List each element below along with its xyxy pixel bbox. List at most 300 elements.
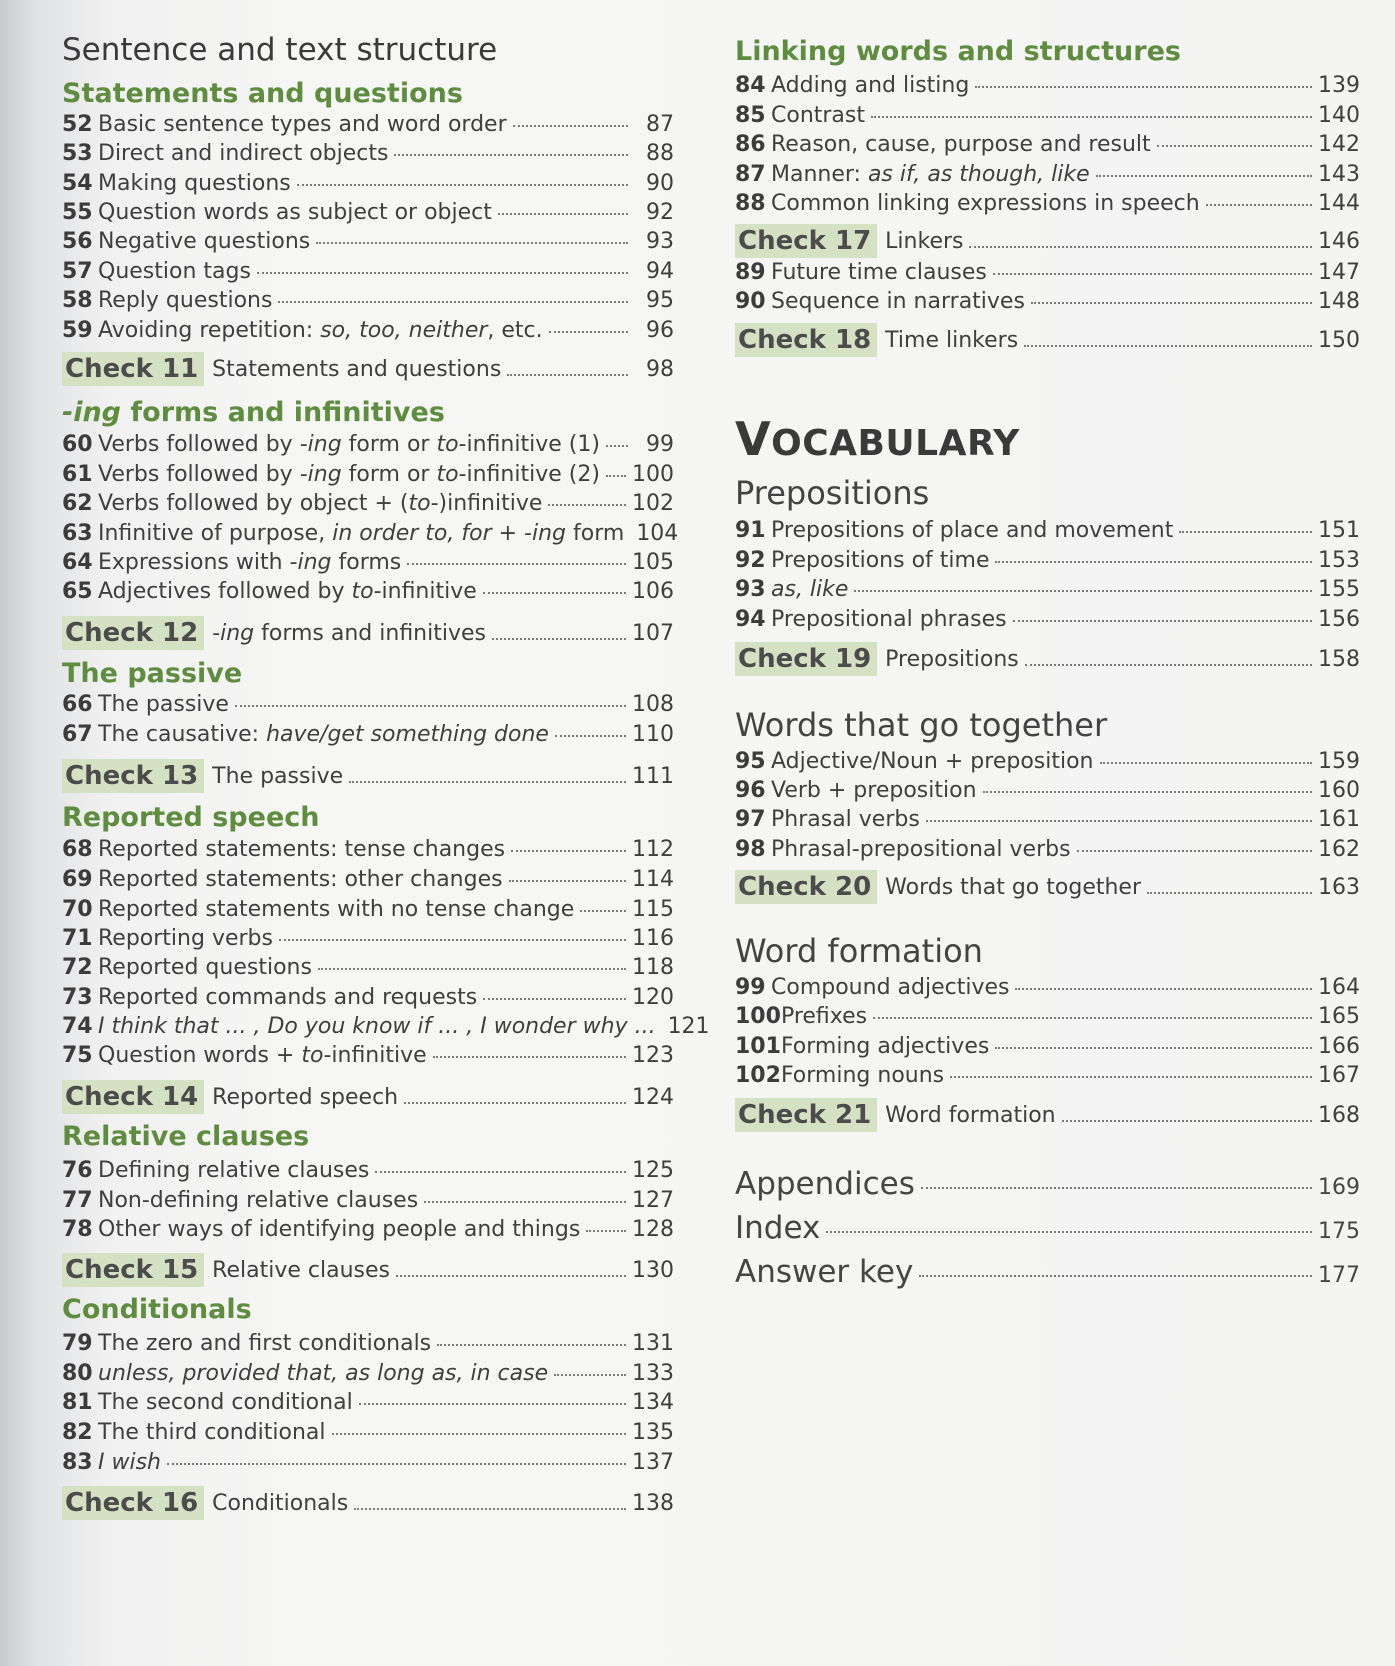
appendix-title: Appendices bbox=[735, 1166, 915, 1202]
unit-title: Common linking expressions in speech bbox=[771, 191, 1200, 216]
unit-title: Forming adjectives bbox=[780, 1034, 990, 1059]
toc-check-entry[interactable] bbox=[62, 350, 674, 388]
page-number: 108 bbox=[632, 692, 674, 717]
dot-leader bbox=[950, 1076, 1312, 1078]
dot-leader bbox=[492, 638, 626, 640]
unit-title: Forming nouns bbox=[780, 1063, 945, 1088]
toc-entry[interactable] bbox=[62, 1014, 710, 1044]
section-heading: -ing forms and infinitives bbox=[62, 397, 445, 428]
unit-number: 92 bbox=[735, 548, 766, 573]
unit-title: Infinitive of purpose, in order to, for + -ing form bbox=[98, 521, 625, 546]
dot-leader bbox=[554, 1374, 626, 1376]
page-number: 156 bbox=[1318, 607, 1360, 632]
dot-leader bbox=[507, 374, 628, 376]
page-number: 100 bbox=[632, 462, 674, 487]
unit-number: 99 bbox=[735, 975, 766, 1000]
page-number: 167 bbox=[1318, 1063, 1360, 1088]
toc-entry[interactable] bbox=[735, 1034, 1360, 1064]
check-badge: Check 16 bbox=[62, 1486, 204, 1520]
page-number: 123 bbox=[632, 1043, 674, 1068]
dot-leader bbox=[332, 1433, 626, 1435]
dot-leader bbox=[871, 116, 1312, 118]
section-heading: Relative clauses bbox=[62, 1121, 310, 1152]
toc-entry[interactable] bbox=[62, 1217, 674, 1247]
dot-leader bbox=[1096, 175, 1312, 177]
unit-number: 69 bbox=[62, 867, 93, 892]
toc-entry[interactable] bbox=[62, 897, 674, 927]
toc-entry[interactable] bbox=[62, 926, 674, 956]
unit-title: unless, provided that, as long as, in case bbox=[98, 1361, 549, 1386]
unit-number: 80 bbox=[62, 1361, 93, 1386]
toc-entry[interactable] bbox=[735, 1004, 1360, 1034]
dot-leader bbox=[279, 939, 626, 941]
dot-leader bbox=[854, 590, 1312, 592]
toc-entry[interactable] bbox=[735, 260, 1360, 290]
toc-entry[interactable] bbox=[62, 550, 674, 580]
unit-number: 63 bbox=[62, 521, 93, 546]
unit-number: 77 bbox=[62, 1188, 93, 1213]
toc-entry[interactable] bbox=[62, 141, 674, 171]
unit-title: Prepositions of time bbox=[771, 548, 990, 573]
page-number: 137 bbox=[632, 1450, 674, 1475]
unit-title: Question tags bbox=[98, 259, 251, 284]
page-number: 106 bbox=[632, 579, 674, 604]
check-badge: Check 11 bbox=[62, 352, 204, 386]
dot-leader bbox=[1015, 988, 1312, 990]
dot-leader bbox=[167, 1463, 626, 1465]
check-title: Reported speech bbox=[212, 1084, 399, 1110]
toc-check-entry[interactable] bbox=[62, 1484, 674, 1522]
page-number: 116 bbox=[632, 926, 674, 951]
dot-leader bbox=[993, 273, 1312, 275]
unit-title: The zero and first conditionals bbox=[98, 1331, 432, 1356]
toc-check-entry[interactable] bbox=[735, 868, 1360, 906]
section-heading: Word formation bbox=[735, 932, 983, 970]
toc-entry[interactable] bbox=[62, 1331, 674, 1361]
unit-title: The third conditional bbox=[98, 1420, 326, 1445]
dot-leader bbox=[375, 1171, 626, 1173]
unit-number: 96 bbox=[735, 778, 766, 803]
toc-check-entry[interactable] bbox=[62, 1251, 674, 1289]
check-title: The passive bbox=[212, 763, 344, 789]
toc-entry[interactable] bbox=[62, 259, 674, 289]
dot-leader bbox=[606, 475, 626, 477]
unit-title: Contrast bbox=[771, 103, 866, 128]
dot-leader bbox=[437, 1344, 626, 1346]
unit-title: Defining relative clauses bbox=[98, 1158, 370, 1183]
unit-title: Verbs followed by object + (to-)infinitive bbox=[98, 491, 543, 516]
unit-title: Phrasal verbs bbox=[771, 807, 920, 832]
unit-title: Avoiding repetition: so, too, neither, etc. bbox=[98, 318, 543, 343]
page-number: 102 bbox=[632, 491, 674, 516]
toc-entry[interactable] bbox=[62, 1158, 674, 1188]
unit-title: Reported statements: tense changes bbox=[98, 837, 506, 862]
toc-appendix-entry[interactable] bbox=[735, 1166, 1360, 1206]
toc-entry[interactable] bbox=[62, 171, 674, 201]
dot-leader bbox=[873, 1017, 1312, 1019]
toc-entry[interactable] bbox=[62, 955, 674, 985]
unit-title: Reply questions bbox=[98, 288, 273, 313]
toc-entry[interactable] bbox=[62, 692, 674, 722]
toc-entry[interactable] bbox=[62, 200, 674, 230]
toc-entry[interactable] bbox=[62, 229, 674, 259]
toc-entry[interactable] bbox=[735, 975, 1360, 1005]
unit-title: Reason, cause, purpose and result bbox=[771, 132, 1151, 157]
toc-entry[interactable] bbox=[735, 1063, 1360, 1093]
unit-number: 61 bbox=[62, 462, 93, 487]
unit-number: 72 bbox=[62, 955, 93, 980]
unit-title: Basic sentence types and word order bbox=[98, 112, 507, 137]
unit-title: Negative questions bbox=[98, 229, 311, 254]
toc-entry[interactable] bbox=[735, 289, 1360, 319]
dot-leader bbox=[316, 242, 628, 244]
section-heading: The passive bbox=[62, 658, 243, 689]
vocabulary-part-title bbox=[735, 412, 1020, 466]
dot-leader bbox=[1013, 620, 1312, 622]
unit-title: Verb + preposition bbox=[771, 778, 977, 803]
unit-number: 60 bbox=[62, 432, 93, 457]
unit-title: Manner: as if, as though, like bbox=[771, 162, 1090, 187]
section-heading: Reported speech bbox=[62, 802, 320, 833]
toc-entry[interactable] bbox=[62, 112, 674, 142]
unit-title: Reported commands and requests bbox=[98, 985, 478, 1010]
dot-leader bbox=[1024, 345, 1312, 347]
unit-title: Sequence in narratives bbox=[771, 289, 1025, 314]
vocabulary-title-initial: V bbox=[735, 412, 772, 466]
section-heading: Statements and questions bbox=[62, 78, 463, 109]
page-number: 90 bbox=[646, 171, 674, 196]
page-number: 96 bbox=[646, 318, 674, 343]
unit-number: 88 bbox=[735, 191, 766, 216]
dot-leader bbox=[580, 910, 626, 912]
unit-title: Adjectives followed by to-infinitive bbox=[98, 579, 477, 604]
appendix-title: Index bbox=[735, 1210, 821, 1246]
appendix-title: Answer key bbox=[735, 1254, 914, 1290]
unit-number: 52 bbox=[62, 112, 93, 137]
check-title: Word formation bbox=[885, 1102, 1056, 1128]
page-number: 112 bbox=[632, 837, 674, 862]
dot-leader bbox=[513, 125, 628, 127]
unit-title: Question words + to-infinitive bbox=[98, 1043, 427, 1068]
page-number: 107 bbox=[632, 620, 674, 646]
unit-number: 100 bbox=[735, 1004, 781, 1029]
page-number: 177 bbox=[1318, 1263, 1360, 1288]
toc-entry[interactable] bbox=[62, 462, 674, 492]
unit-number: 76 bbox=[62, 1158, 93, 1183]
toc-entry[interactable] bbox=[62, 1361, 674, 1391]
unit-number: 81 bbox=[62, 1390, 93, 1415]
dot-leader bbox=[1206, 204, 1312, 206]
unit-number: 71 bbox=[62, 926, 93, 951]
unit-number: 94 bbox=[735, 607, 766, 632]
dot-leader bbox=[396, 1275, 626, 1277]
dot-leader bbox=[483, 998, 626, 1000]
page-number: 104 bbox=[636, 521, 679, 546]
dot-leader bbox=[407, 563, 626, 565]
unit-title: Compound adjectives bbox=[771, 975, 1010, 1000]
page-number: 134 bbox=[632, 1390, 674, 1415]
toc-entry[interactable] bbox=[62, 521, 679, 551]
page-number: 169 bbox=[1318, 1175, 1360, 1200]
dot-leader bbox=[1179, 531, 1312, 533]
dot-leader bbox=[548, 504, 626, 506]
unit-title: Verbs followed by -ing form or to-infinitive (2) bbox=[98, 462, 600, 487]
check-title: Prepositions bbox=[885, 646, 1019, 672]
page-number: 139 bbox=[1318, 73, 1360, 98]
dot-leader bbox=[995, 1047, 1312, 1049]
toc-entry[interactable] bbox=[62, 579, 674, 609]
toc-entry[interactable] bbox=[62, 1188, 674, 1218]
check-badge: Check 13 bbox=[62, 759, 204, 793]
page-number: 140 bbox=[1318, 103, 1360, 128]
toc-entry[interactable] bbox=[735, 518, 1360, 548]
unit-number: 55 bbox=[62, 200, 93, 225]
page-number: 142 bbox=[1318, 132, 1360, 157]
unit-number: 62 bbox=[62, 491, 93, 516]
check-badge: Check 12 bbox=[62, 616, 204, 650]
toc-entry[interactable] bbox=[735, 607, 1360, 637]
toc-check-entry[interactable] bbox=[735, 321, 1360, 359]
unit-number: 102 bbox=[735, 1063, 781, 1088]
unit-number: 57 bbox=[62, 259, 93, 284]
check-badge: Check 15 bbox=[62, 1253, 204, 1287]
unit-number: 101 bbox=[735, 1034, 781, 1059]
toc-entry[interactable] bbox=[62, 1420, 674, 1450]
toc-check-entry[interactable] bbox=[62, 1078, 674, 1116]
dot-leader bbox=[1157, 145, 1312, 147]
unit-number: 82 bbox=[62, 1420, 93, 1445]
toc-check-entry[interactable] bbox=[735, 1096, 1360, 1134]
check-badge: Check 21 bbox=[735, 1098, 877, 1132]
check-badge: Check 20 bbox=[735, 870, 877, 904]
page-number: 146 bbox=[1318, 228, 1360, 254]
unit-number: 54 bbox=[62, 171, 93, 196]
dot-leader bbox=[983, 791, 1312, 793]
toc-entry[interactable] bbox=[62, 867, 674, 897]
unit-title: Making questions bbox=[98, 171, 291, 196]
unit-title: Verbs followed by -ing form or to-infinitive (1) bbox=[98, 432, 600, 457]
page-number: 127 bbox=[632, 1188, 674, 1213]
unit-title: Prepositional phrases bbox=[771, 607, 1007, 632]
dot-leader bbox=[433, 1056, 626, 1058]
toc-entry[interactable] bbox=[62, 1043, 674, 1073]
dot-leader bbox=[235, 705, 626, 707]
toc-entry[interactable] bbox=[735, 132, 1360, 162]
unit-number: 83 bbox=[62, 1450, 93, 1475]
dot-leader bbox=[511, 850, 626, 852]
dot-leader bbox=[424, 1201, 626, 1203]
unit-number: 78 bbox=[62, 1217, 93, 1242]
page-number: 98 bbox=[646, 356, 674, 382]
toc-entry[interactable] bbox=[735, 73, 1360, 103]
page-number: 164 bbox=[1318, 975, 1360, 1000]
check-title: -ing forms and infinitives bbox=[212, 620, 486, 646]
dot-leader bbox=[606, 445, 628, 447]
toc-appendix-entry[interactable] bbox=[735, 1254, 1360, 1294]
page-number: 165 bbox=[1318, 1004, 1360, 1029]
page-number: 95 bbox=[646, 288, 674, 313]
unit-title: Direct and indirect objects bbox=[98, 141, 389, 166]
page-number: 118 bbox=[632, 955, 674, 980]
page-number: 159 bbox=[1318, 749, 1360, 774]
check-title: Linkers bbox=[885, 228, 964, 254]
toc-entry[interactable] bbox=[62, 1390, 674, 1420]
unit-number: 86 bbox=[735, 132, 766, 157]
toc-entry[interactable] bbox=[62, 985, 674, 1015]
dot-leader bbox=[1062, 1120, 1312, 1122]
unit-title: The causative: have/get something done bbox=[98, 722, 549, 747]
page-number: 88 bbox=[646, 141, 674, 166]
toc-entry[interactable] bbox=[62, 491, 674, 521]
toc-entry[interactable] bbox=[62, 722, 674, 752]
page-number: 155 bbox=[1318, 577, 1360, 602]
check-title: Statements and questions bbox=[212, 356, 502, 382]
toc-entry[interactable] bbox=[735, 103, 1360, 133]
page-number: 158 bbox=[1318, 646, 1360, 672]
toc-entry[interactable] bbox=[62, 318, 674, 348]
unit-number: 65 bbox=[62, 579, 93, 604]
toc-entry[interactable] bbox=[735, 577, 1360, 607]
dot-leader bbox=[826, 1231, 1312, 1233]
unit-title: Future time clauses bbox=[771, 260, 987, 285]
check-badge: Check 18 bbox=[735, 323, 877, 357]
dot-leader bbox=[509, 880, 626, 882]
dot-leader bbox=[354, 1508, 626, 1510]
dot-leader bbox=[1077, 850, 1312, 852]
section-heading: Linking words and structures bbox=[735, 36, 1181, 67]
page-number: 135 bbox=[632, 1420, 674, 1445]
unit-title: I think that ... , Do you know if ... , I wonder why ... bbox=[98, 1014, 656, 1039]
unit-number: 64 bbox=[62, 550, 93, 575]
toc-check-entry[interactable] bbox=[735, 640, 1360, 678]
unit-number: 90 bbox=[735, 289, 766, 314]
dot-leader bbox=[498, 213, 628, 215]
dot-leader bbox=[1031, 302, 1312, 304]
unit-title: Adjective/Noun + preposition bbox=[771, 749, 1094, 774]
page-number: 87 bbox=[646, 112, 674, 137]
unit-number: 70 bbox=[62, 897, 93, 922]
toc-entry[interactable] bbox=[735, 778, 1360, 808]
unit-title: Non-defining relative clauses bbox=[98, 1188, 419, 1213]
dot-leader bbox=[349, 781, 626, 783]
dot-leader bbox=[586, 1230, 626, 1232]
page-number: 138 bbox=[632, 1490, 674, 1516]
unit-title: Reported statements with no tense change bbox=[98, 897, 575, 922]
dot-leader bbox=[1025, 664, 1312, 666]
unit-number: 74 bbox=[62, 1014, 93, 1039]
page-number: 120 bbox=[632, 985, 674, 1010]
toc-entry[interactable] bbox=[62, 837, 674, 867]
check-title: Time linkers bbox=[885, 327, 1019, 353]
unit-title: Reported statements: other changes bbox=[98, 867, 503, 892]
unit-number: 68 bbox=[62, 837, 93, 862]
page-number: 153 bbox=[1318, 548, 1360, 573]
check-badge: Check 17 bbox=[735, 224, 877, 258]
dot-leader bbox=[257, 272, 628, 274]
unit-title: Reported questions bbox=[98, 955, 312, 980]
toc-entry[interactable] bbox=[735, 837, 1360, 867]
toc-entry[interactable] bbox=[62, 288, 674, 318]
page-number: 151 bbox=[1318, 518, 1360, 543]
toc-check-entry[interactable] bbox=[62, 757, 674, 795]
toc-check-entry[interactable] bbox=[735, 222, 1360, 260]
dot-leader bbox=[549, 331, 628, 333]
page-number: 163 bbox=[1318, 874, 1360, 900]
unit-number: 85 bbox=[735, 103, 766, 128]
unit-number: 66 bbox=[62, 692, 93, 717]
page-number: 111 bbox=[632, 763, 674, 789]
unit-title: Other ways of identifying people and things bbox=[98, 1217, 581, 1242]
unit-number: 91 bbox=[735, 518, 766, 543]
unit-number: 84 bbox=[735, 73, 766, 98]
page-number: 125 bbox=[632, 1158, 674, 1183]
unit-number: 58 bbox=[62, 288, 93, 313]
unit-number: 87 bbox=[735, 162, 766, 187]
page-number: 166 bbox=[1318, 1034, 1360, 1059]
check-title: Words that go together bbox=[885, 874, 1141, 900]
section-heading: Prepositions bbox=[735, 474, 930, 512]
page-number: 92 bbox=[646, 200, 674, 225]
toc-entry[interactable] bbox=[735, 162, 1360, 192]
unit-title: Adding and listing bbox=[771, 73, 970, 98]
page-number: 110 bbox=[632, 722, 674, 747]
page-number: 128 bbox=[632, 1217, 674, 1242]
toc-appendix-entry[interactable] bbox=[735, 1210, 1360, 1250]
page-number: 130 bbox=[632, 1257, 674, 1283]
dot-leader bbox=[359, 1403, 626, 1405]
unit-title: Expressions with -ing forms bbox=[98, 550, 402, 575]
page-number: 168 bbox=[1318, 1102, 1360, 1128]
dot-leader bbox=[297, 184, 628, 186]
part-title: Sentence and text structure bbox=[62, 32, 498, 68]
toc-entry[interactable] bbox=[62, 432, 674, 462]
toc-entry[interactable] bbox=[735, 191, 1360, 221]
page-number: 143 bbox=[1318, 162, 1360, 187]
unit-title: Prepositions of place and movement bbox=[771, 518, 1174, 543]
unit-title: The passive bbox=[98, 692, 229, 717]
page-number: 121 bbox=[667, 1014, 710, 1039]
toc-entry[interactable] bbox=[735, 548, 1360, 578]
page-number: 93 bbox=[646, 229, 674, 254]
dot-leader bbox=[926, 820, 1312, 822]
unit-number: 98 bbox=[735, 837, 766, 862]
toc-entry[interactable] bbox=[735, 749, 1360, 779]
check-badge: Check 14 bbox=[62, 1080, 204, 1114]
unit-number: 73 bbox=[62, 985, 93, 1010]
toc-entry[interactable] bbox=[62, 1450, 674, 1480]
unit-title: Reporting verbs bbox=[98, 926, 273, 951]
check-badge: Check 19 bbox=[735, 642, 877, 676]
dot-leader bbox=[975, 86, 1312, 88]
page-number: 94 bbox=[646, 259, 674, 284]
unit-title: Question words as subject or object bbox=[98, 200, 492, 225]
dot-leader bbox=[1147, 892, 1312, 894]
page-number: 150 bbox=[1318, 327, 1360, 353]
toc-entry[interactable] bbox=[735, 807, 1360, 837]
unit-number: 75 bbox=[62, 1043, 93, 1068]
page-number: 147 bbox=[1318, 260, 1360, 285]
unit-number: 53 bbox=[62, 141, 93, 166]
page-number: 124 bbox=[632, 1084, 674, 1110]
dot-leader bbox=[919, 1275, 1312, 1277]
dot-leader bbox=[483, 592, 626, 594]
unit-number: 79 bbox=[62, 1331, 93, 1356]
toc-check-entry[interactable] bbox=[62, 614, 674, 652]
dot-leader bbox=[404, 1102, 626, 1104]
unit-number: 93 bbox=[735, 577, 766, 602]
check-title: Relative clauses bbox=[212, 1257, 390, 1283]
page-number: 114 bbox=[632, 867, 674, 892]
